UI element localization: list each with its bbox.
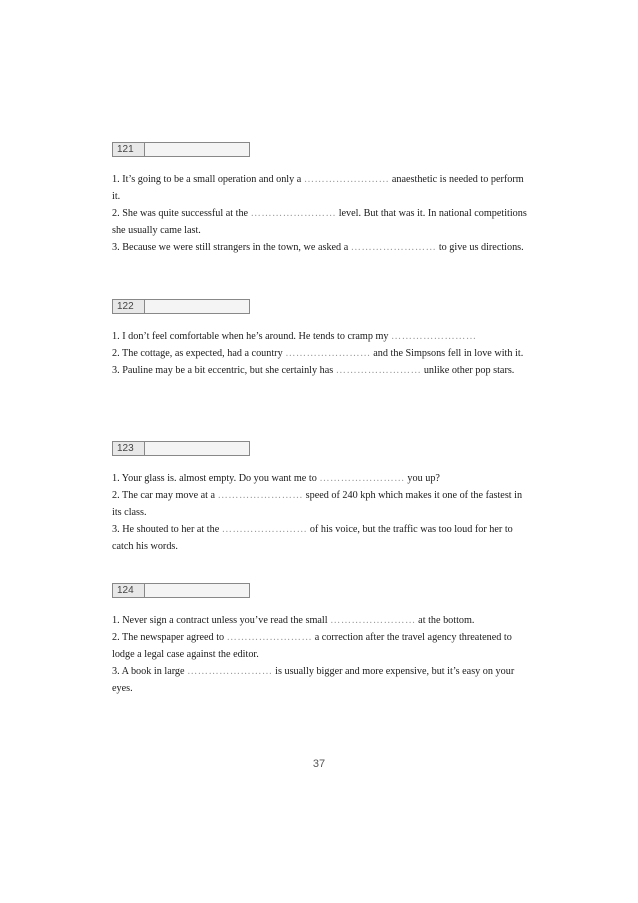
fill-blank: …………………… [187,666,273,677]
sentence-text-after: speed of 240 kph which makes it one of the fastest in its class. [112,490,523,518]
sentence-item [112,663,532,697]
sentence-text-before: 3. Pauline may be a bit eccentric, but she certainly has [112,365,334,376]
exercise-section-122 [112,299,532,379]
sentence-text-after: of his voice, but the traffic was too loud for her to catch his words. [112,524,513,552]
sentence-text-before: 1. I don’t feel comfortable when he’s around. He tends to cramp my [112,331,389,342]
sentence-item [112,629,532,663]
sentence-item [112,205,532,239]
fill-blank: …………………… [217,490,304,501]
sentence-text-after: a correction after the travel agency threatened to lodge a legal case against the editor. [112,632,512,660]
sentence-list [112,612,532,697]
sentence-item [112,171,532,205]
sentence-text-before: 2. The car may move at a [112,490,216,501]
sentence-list [112,470,532,555]
sentence-text-before: 3. Because we were still strangers in the town, we asked a [112,242,349,253]
answer-box [145,442,249,455]
fill-blank: …………………… [330,615,416,626]
fill-blank: …………………… [226,632,313,643]
exercise-number-box [112,299,250,314]
fill-blank: …………………… [221,524,308,535]
sentence-text-after: to give us directions. [438,242,524,253]
sentence-text-before: 3. He shouted to her at the [112,524,220,535]
sentence-text-after: is usually bigger and more expensive, but it’s easy on your eyes. [112,666,515,694]
sentence-item [112,345,532,362]
sentence-text-before: 2. The cottage, as expected, had a country [112,348,283,359]
exercise-number-box [112,441,250,456]
exercise-section-123 [112,441,532,555]
page-number: 37 [312,758,326,770]
exercise-number: 121 [113,143,145,156]
sentence-item [112,328,532,345]
fill-blank: …………………… [350,242,437,253]
sentence-text-after: you up? [407,473,440,484]
sentence-text-after: at the bottom. [418,615,475,626]
sentence-item [112,239,532,256]
fill-blank: …………………… [303,174,390,185]
exercise-number-box [112,583,250,598]
exercise-section-124 [112,583,532,697]
sentence-item [112,487,532,521]
answer-box [145,300,249,313]
sentence-text-before: 1. Never sign a contract unless you’ve read the small [112,615,328,626]
sentence-item [112,521,532,555]
sentence-item [112,362,532,379]
fill-blank: …………………… [391,331,477,342]
sentence-text-before: 2. She was quite successful at the [112,208,249,219]
sentence-text-before: 1. It’s going to be a small operation and only a [112,174,302,185]
answer-box [145,584,249,597]
fill-blank: …………………… [335,365,422,376]
sentence-item [112,470,532,487]
sentence-text-after: anaesthetic is needed to perform it. [112,174,524,202]
fill-blank: …………………… [319,473,405,484]
sentence-text-after: and the Simpsons fell in love with it. [373,348,524,359]
sentence-list [112,171,532,256]
sentence-text-before: 3. A book in large [112,666,185,677]
fill-blank: …………………… [285,348,371,359]
sentence-item [112,612,532,629]
sentence-text-after: level. But that was it. In national competitions she usually came last. [112,208,527,236]
exercise-number-box [112,142,250,157]
exercise-section-121 [112,142,532,256]
sentence-text-before: 2. The newspaper agreed to [112,632,225,643]
sentence-text-before: 1. Your glass is. almost empty. Do you want me to [112,473,317,484]
exercise-number: 122 [113,300,145,313]
sentence-text-after: unlike other pop stars. [423,365,515,376]
sentence-list [112,328,532,379]
answer-box [145,143,249,156]
exercise-number: 124 [113,584,145,597]
exercise-number: 123 [113,442,145,455]
fill-blank: …………………… [250,208,337,219]
